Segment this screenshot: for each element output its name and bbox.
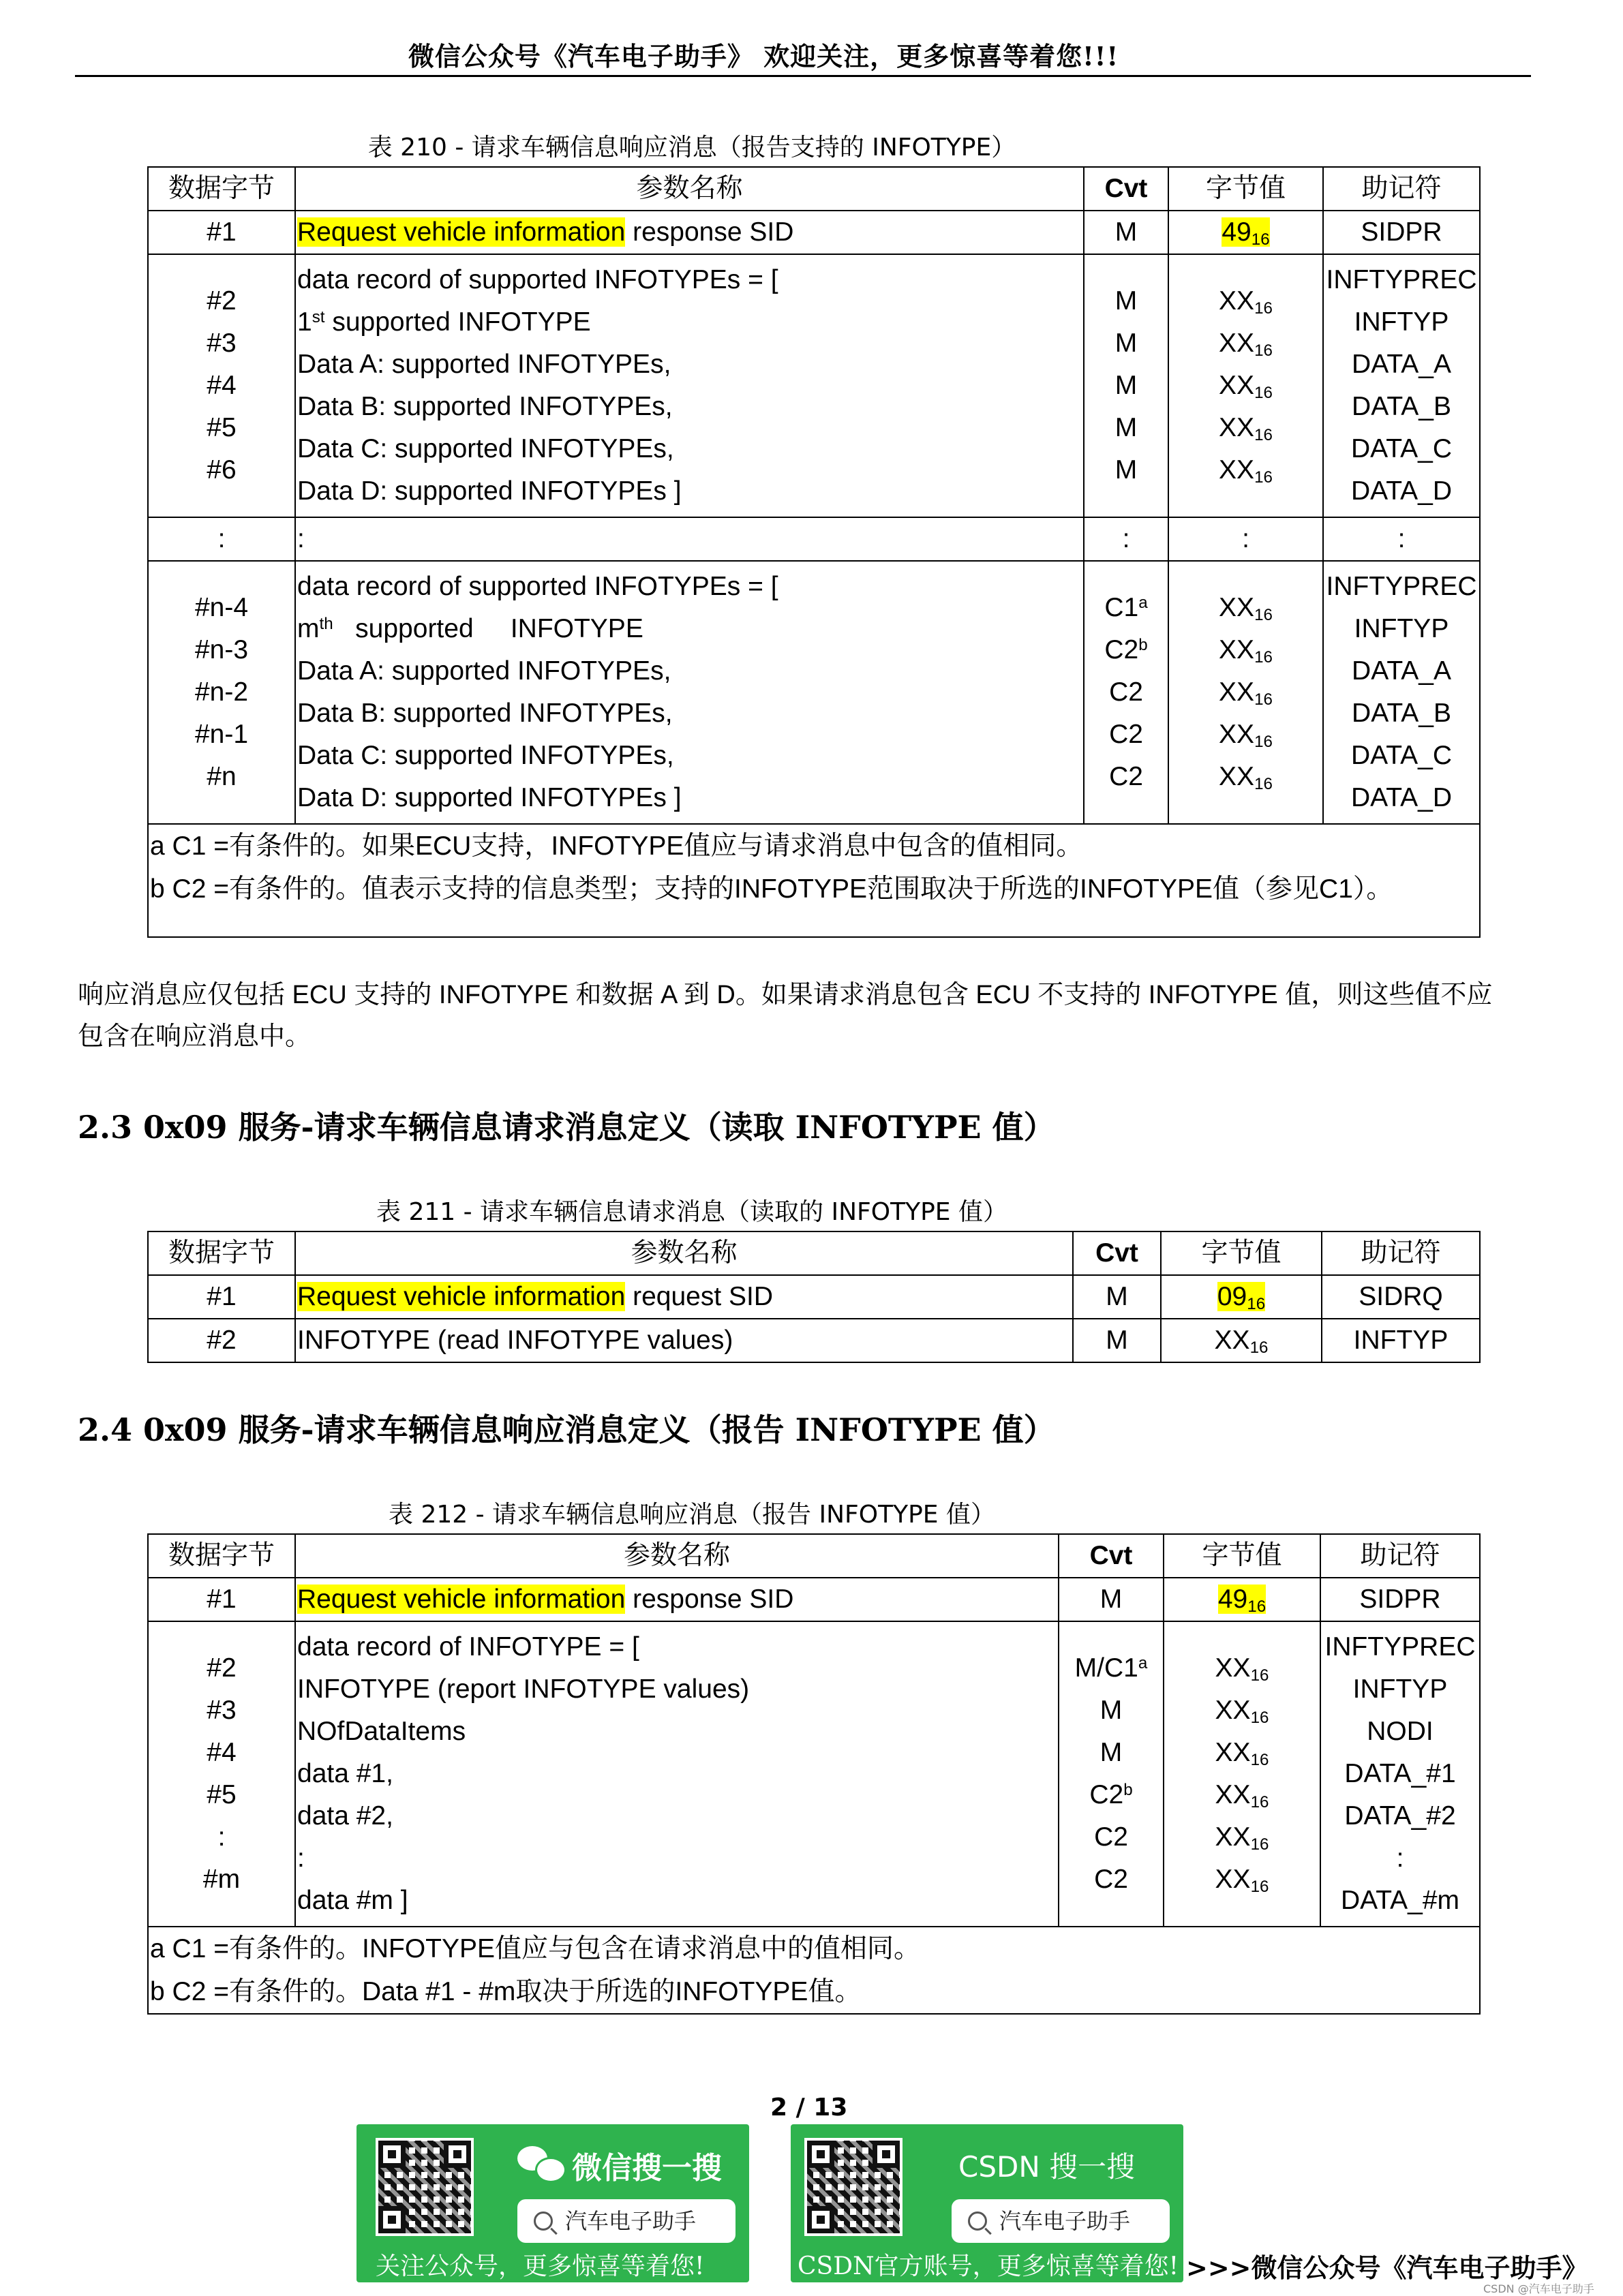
value-text: XX bbox=[1215, 1653, 1251, 1683]
byte-cell: #2 bbox=[148, 1319, 295, 1362]
header-cell-cvt: Cvt bbox=[1073, 1231, 1161, 1275]
value-subscript: 16 bbox=[1247, 1597, 1266, 1617]
ellipsis-cell: : bbox=[295, 517, 1084, 561]
value-text: 09 bbox=[1217, 1282, 1247, 1311]
param-text: supported INFOTYPE bbox=[333, 614, 643, 643]
highlighted-value bbox=[1217, 1585, 1266, 1617]
cvt-line: C2 bbox=[1094, 1865, 1128, 1894]
header-cell-cvt: Cvt bbox=[1059, 1534, 1164, 1578]
value-cell bbox=[1161, 1319, 1322, 1362]
param-text: supported INFOTYPE bbox=[332, 307, 591, 337]
cvt-text: C2 bbox=[1104, 635, 1139, 664]
value-line bbox=[1164, 1816, 1320, 1858]
value-cell bbox=[1164, 1578, 1320, 1621]
cvt-cell: M bbox=[1059, 1578, 1164, 1621]
value-text: XX bbox=[1215, 1865, 1251, 1894]
param-line: Data B: supported INFOTYPEs, bbox=[297, 392, 673, 421]
header-divider bbox=[75, 75, 1531, 77]
cvt-line: M bbox=[1114, 413, 1138, 442]
value-text: XX bbox=[1219, 635, 1255, 664]
cvt-line bbox=[1084, 629, 1168, 671]
param-cell: INFOTYPE (read INFOTYPE values) bbox=[295, 1319, 1073, 1362]
header-cell-mnemonic: 助记符 bbox=[1322, 1231, 1480, 1275]
cvt-line: M bbox=[1114, 371, 1138, 400]
value-text: XX bbox=[1219, 593, 1255, 622]
cvt-line: C2 bbox=[1109, 677, 1143, 707]
value-subscript: 16 bbox=[1250, 1878, 1269, 1897]
value-line bbox=[1164, 1858, 1320, 1901]
header-cell-byte: 数据字节 bbox=[148, 1534, 295, 1578]
cvt-text: M/C1 bbox=[1074, 1653, 1138, 1683]
value-text: XX bbox=[1214, 1326, 1250, 1355]
param-text: response SID bbox=[625, 217, 794, 247]
ordinal-suffix: th bbox=[319, 614, 333, 633]
mnemonic-cell: SIDPR bbox=[1320, 1578, 1480, 1621]
cvt-line bbox=[1084, 587, 1168, 629]
cvt-cell: M bbox=[1073, 1275, 1161, 1319]
table-row bbox=[148, 211, 1480, 254]
csdn-search-banner[interactable] bbox=[791, 2124, 1183, 2282]
header-cell-cvt: Cvt bbox=[1084, 167, 1168, 211]
mnemonic-cell: SIDPR bbox=[1323, 211, 1480, 254]
value-subscript: 16 bbox=[1250, 1709, 1269, 1728]
cvt-superscript: a bbox=[1138, 593, 1148, 612]
param-line: Data C: supported INFOTYPEs, bbox=[297, 741, 674, 770]
value-line bbox=[1169, 407, 1322, 449]
cvt-line: M bbox=[1099, 1696, 1123, 1725]
value-subscript: 16 bbox=[1250, 1835, 1269, 1854]
table-211-caption: 表 211 - 请求车辆信息请求消息（读取的 INFOTYPE 值） bbox=[376, 1198, 1007, 1226]
mnemonic-cell: INFTYPREC INFTYP DATA_A DATA_B DATA_C DATA_D bbox=[1323, 561, 1480, 824]
mnemonic-cell: INFTYPREC INFTYP NODI DATA_#1 DATA_#2 : DATA_#m bbox=[1320, 1621, 1480, 1927]
cvt-cell bbox=[1084, 561, 1168, 824]
table-212-caption: 表 212 - 请求车辆信息响应消息（报告 INFOTYPE 值） bbox=[389, 1501, 995, 1529]
value-cell bbox=[1161, 1275, 1322, 1319]
cvt-line: C2 bbox=[1109, 762, 1143, 791]
value-cell bbox=[1168, 211, 1323, 254]
csdn-banner-footer: CSDN官方账号，更多惊喜等着您! bbox=[798, 2252, 1179, 2280]
param-line: Data A: supported INFOTYPEs, bbox=[297, 350, 671, 379]
header-cell-byte: 数据字节 bbox=[148, 1231, 295, 1275]
csdn-banner-title: CSDN 搜一搜 bbox=[958, 2150, 1136, 2184]
value-line bbox=[1164, 1732, 1320, 1774]
search-box-text: 汽车电子助手 bbox=[565, 2208, 697, 2234]
param-text: response SID bbox=[625, 1585, 794, 1614]
value-text: 49 bbox=[1217, 1585, 1248, 1614]
value-line bbox=[1164, 1647, 1320, 1689]
value-subscript: 16 bbox=[1254, 690, 1273, 709]
header-cell-mnemonic: 助记符 bbox=[1323, 167, 1480, 211]
wechat-icon bbox=[517, 2143, 565, 2184]
value-cell bbox=[1164, 1621, 1320, 1927]
byte-cell: #2 #3 #4 #5 : #m bbox=[148, 1621, 295, 1927]
value-text: XX bbox=[1219, 328, 1255, 358]
cvt-line: M bbox=[1114, 286, 1138, 316]
param-line: Data D: supported INFOTYPEs ] bbox=[297, 783, 682, 812]
ordinal-suffix: st bbox=[312, 307, 325, 326]
cvt-superscript: a bbox=[1138, 1653, 1148, 1672]
value-subscript: 16 bbox=[1250, 1793, 1269, 1812]
param-line: Data D: supported INFOTYPEs ] bbox=[297, 476, 682, 506]
qr-code-icon bbox=[804, 2138, 902, 2236]
page-number: 2 / 13 bbox=[770, 2094, 848, 2122]
value-text: XX bbox=[1215, 1780, 1251, 1809]
header-cell-value: 字节值 bbox=[1168, 167, 1323, 211]
mnemonic-cell: INFTYPREC INFTYP DATA_A DATA_B DATA_C DATA_D bbox=[1323, 254, 1480, 517]
value-line bbox=[1169, 587, 1322, 629]
value-subscript: 16 bbox=[1254, 426, 1273, 445]
table-210-caption: 表 210 - 请求车辆信息响应消息（报告支持的 INFOTYPE） bbox=[367, 134, 1016, 162]
value-text: XX bbox=[1219, 720, 1255, 749]
param-line: data record of supported INFOTYPEs = [ bbox=[297, 265, 778, 294]
value-subscript: 16 bbox=[1250, 1666, 1269, 1685]
value-line bbox=[1169, 322, 1322, 365]
footnote: b C2 =有条件的。Data #1 - #m取决于所选的INFOTYPE值。 bbox=[150, 1977, 862, 2006]
byte-cell: #1 bbox=[148, 1578, 295, 1621]
cvt-text: C2 bbox=[1089, 1780, 1124, 1809]
table-footnote-row bbox=[148, 1927, 1480, 2014]
ellipsis-cell: : bbox=[148, 517, 295, 561]
footnote: a C1 =有条件的。INFOTYPE值应与包含在请求消息中的值相同。 bbox=[150, 1934, 921, 1963]
table-row bbox=[148, 1621, 1480, 1927]
value-line bbox=[1164, 1689, 1320, 1732]
value-text: XX bbox=[1219, 413, 1255, 442]
wechat-search-box[interactable] bbox=[517, 2199, 735, 2243]
param-line bbox=[297, 608, 1083, 650]
cvt-cell: M bbox=[1084, 211, 1168, 254]
highlighted-text: Request vehicle information bbox=[297, 1282, 626, 1311]
table-row bbox=[148, 254, 1480, 517]
param-cell bbox=[295, 1275, 1073, 1319]
table-211 bbox=[147, 1231, 1481, 1363]
highlighted-text: Request vehicle information bbox=[297, 1585, 626, 1614]
cvt-superscript: b bbox=[1123, 1780, 1133, 1799]
param-line: data record of supported INFOTYPEs = [ bbox=[297, 572, 778, 601]
header-cell-param: 参数名称 bbox=[295, 1231, 1073, 1275]
value-cell bbox=[1168, 561, 1323, 824]
highlighted-value bbox=[1217, 1282, 1266, 1314]
value-text: XX bbox=[1219, 762, 1255, 791]
section-heading-2-4: 2.4 0x09 服务-请求车辆信息响应消息定义（报告 INFOTYPE 值） bbox=[78, 1411, 1055, 1448]
cvt-cell: M bbox=[1073, 1319, 1161, 1362]
value-line bbox=[1169, 449, 1322, 491]
ellipsis-cell: : bbox=[1168, 517, 1323, 561]
table-row-ellipsis bbox=[148, 517, 1480, 561]
value-line bbox=[1169, 365, 1322, 407]
search-icon bbox=[968, 2211, 987, 2231]
header-cell-param: 参数名称 bbox=[295, 167, 1084, 211]
value-text: XX bbox=[1215, 1696, 1251, 1725]
cvt-line: C2 bbox=[1109, 720, 1143, 749]
value-line bbox=[1169, 280, 1322, 322]
table-header-row bbox=[148, 167, 1480, 211]
cvt-line: M bbox=[1114, 328, 1138, 358]
footnote: a C1 =有条件的。如果ECU支持，INFOTYPE值应与请求消息中包含的值相同。 bbox=[150, 831, 1083, 861]
search-icon bbox=[534, 2211, 553, 2231]
byte-cell: #1 bbox=[148, 211, 295, 254]
wechat-search-banner[interactable] bbox=[357, 2124, 749, 2282]
param-line: Data C: supported INFOTYPEs, bbox=[297, 434, 674, 463]
highlighted-text: Request vehicle information bbox=[297, 217, 626, 247]
mnemonic-cell: SIDRQ bbox=[1322, 1275, 1480, 1319]
value-text: XX bbox=[1215, 1822, 1251, 1852]
param-cell bbox=[295, 1578, 1059, 1621]
table-row bbox=[148, 561, 1480, 824]
table-header-row bbox=[148, 1534, 1480, 1578]
value-line bbox=[1169, 629, 1322, 671]
value-text: 49 bbox=[1222, 217, 1252, 247]
value-text: XX bbox=[1219, 455, 1255, 485]
header-title: 微信公众号《汽车电子助手》 欢迎关注，更多惊喜等着您!!! bbox=[408, 41, 1119, 72]
param-cell bbox=[295, 254, 1084, 517]
ordinal-number: m bbox=[297, 614, 320, 643]
csdn-search-box[interactable] bbox=[952, 2199, 1170, 2243]
footnote: b C2 =有条件的。值表示支持的信息类型；支持的INFOTYPE范围取决于所选的INFOTYPE值（参见C1）。 bbox=[150, 874, 1393, 904]
table-row bbox=[148, 1275, 1480, 1319]
param-cell bbox=[295, 211, 1084, 254]
table-row bbox=[148, 1578, 1480, 1621]
value-line bbox=[1164, 1774, 1320, 1816]
csdn-watermark: CSDN @汽车电子助手 bbox=[1483, 2282, 1594, 2295]
value-subscript: 16 bbox=[1247, 1295, 1266, 1314]
param-line bbox=[297, 301, 1083, 343]
value-subscript: 16 bbox=[1251, 230, 1270, 249]
header-cell-value: 字节值 bbox=[1164, 1534, 1320, 1578]
value-text: XX bbox=[1219, 371, 1255, 400]
table-212 bbox=[147, 1533, 1481, 2015]
param-cell: data record of INFOTYPE = [ INFOTYPE (report INFOTYPE values) NOfDataItems data #1, data #2, : data #m ] bbox=[295, 1621, 1059, 1927]
ordinal-number: 1 bbox=[297, 307, 312, 337]
value-subscript: 16 bbox=[1254, 468, 1273, 487]
ellipsis-cell: : bbox=[1084, 517, 1168, 561]
header-cell-param: 参数名称 bbox=[295, 1534, 1059, 1578]
cvt-text: C1 bbox=[1104, 593, 1139, 622]
body-paragraph: 响应消息应仅包括 ECU 支持的 INFOTYPE 和数据 A 到 D。如果请求消息包含 ECU 不支持的 INFOTYPE 值，则这些值不应 包含在响应消息中。 bbox=[78, 981, 1493, 1051]
footnote-cell bbox=[148, 1927, 1480, 2014]
value-subscript: 16 bbox=[1254, 648, 1273, 667]
value-subscript: 16 bbox=[1254, 733, 1273, 752]
wechat-banner-title: 微信搜一搜 bbox=[572, 2151, 722, 2186]
value-line bbox=[1169, 714, 1322, 756]
cvt-line bbox=[1059, 1647, 1163, 1689]
cvt-cell bbox=[1059, 1621, 1164, 1927]
cvt-superscript: b bbox=[1138, 635, 1148, 654]
qr-code-icon bbox=[376, 2138, 474, 2236]
param-cell bbox=[295, 561, 1084, 824]
cvt-line bbox=[1059, 1774, 1163, 1816]
header-cell-mnemonic: 助记符 bbox=[1320, 1534, 1480, 1578]
table-210 bbox=[147, 166, 1481, 938]
ellipsis-cell: : bbox=[1323, 517, 1480, 561]
search-box-text: 汽车电子助手 bbox=[999, 2208, 1131, 2234]
param-text: request SID bbox=[625, 1282, 774, 1311]
wechat-banner-footer: 关注公众号，更多惊喜等着您! bbox=[376, 2252, 705, 2280]
param-line: Data A: supported INFOTYPEs, bbox=[297, 656, 671, 686]
value-subscript: 16 bbox=[1254, 341, 1273, 361]
value-text: XX bbox=[1219, 677, 1255, 707]
section-heading-2-3: 2.3 0x09 服务-请求车辆信息请求消息定义（读取 INFOTYPE 值） bbox=[78, 1109, 1055, 1146]
highlighted-value bbox=[1222, 217, 1269, 247]
footnote-cell bbox=[148, 824, 1480, 937]
value-subscript: 16 bbox=[1249, 1338, 1269, 1358]
value-subscript: 16 bbox=[1254, 299, 1273, 318]
table-row bbox=[148, 1319, 1480, 1362]
table-header-row bbox=[148, 1231, 1480, 1275]
value-line bbox=[1169, 671, 1322, 714]
cvt-cell bbox=[1084, 254, 1168, 517]
value-line bbox=[1169, 756, 1322, 798]
value-subscript: 16 bbox=[1250, 1751, 1269, 1770]
value-subscript: 16 bbox=[1254, 606, 1273, 625]
bottom-note: >>>微信公众号《汽车电子助手》 bbox=[1186, 2252, 1588, 2283]
value-text: XX bbox=[1215, 1738, 1251, 1767]
mnemonic-cell: INFTYP bbox=[1322, 1319, 1480, 1362]
value-subscript: 16 bbox=[1254, 775, 1273, 794]
value-cell bbox=[1168, 254, 1323, 517]
cvt-line: M bbox=[1114, 455, 1138, 485]
value-text: XX bbox=[1219, 286, 1255, 316]
header-cell-byte: 数据字节 bbox=[148, 167, 295, 211]
value-subscript: 16 bbox=[1254, 384, 1273, 403]
byte-cell: #1 bbox=[148, 1275, 295, 1319]
byte-cell: #2 #3 #4 #5 #6 bbox=[148, 254, 295, 517]
cvt-line: C2 bbox=[1094, 1822, 1128, 1852]
cvt-line: M bbox=[1099, 1738, 1123, 1767]
param-line: Data B: supported INFOTYPEs, bbox=[297, 699, 673, 728]
table-footnote-row bbox=[148, 824, 1480, 937]
byte-cell: #n-4 #n-3 #n-2 #n-1 #n bbox=[148, 561, 295, 824]
header-cell-value: 字节值 bbox=[1161, 1231, 1322, 1275]
